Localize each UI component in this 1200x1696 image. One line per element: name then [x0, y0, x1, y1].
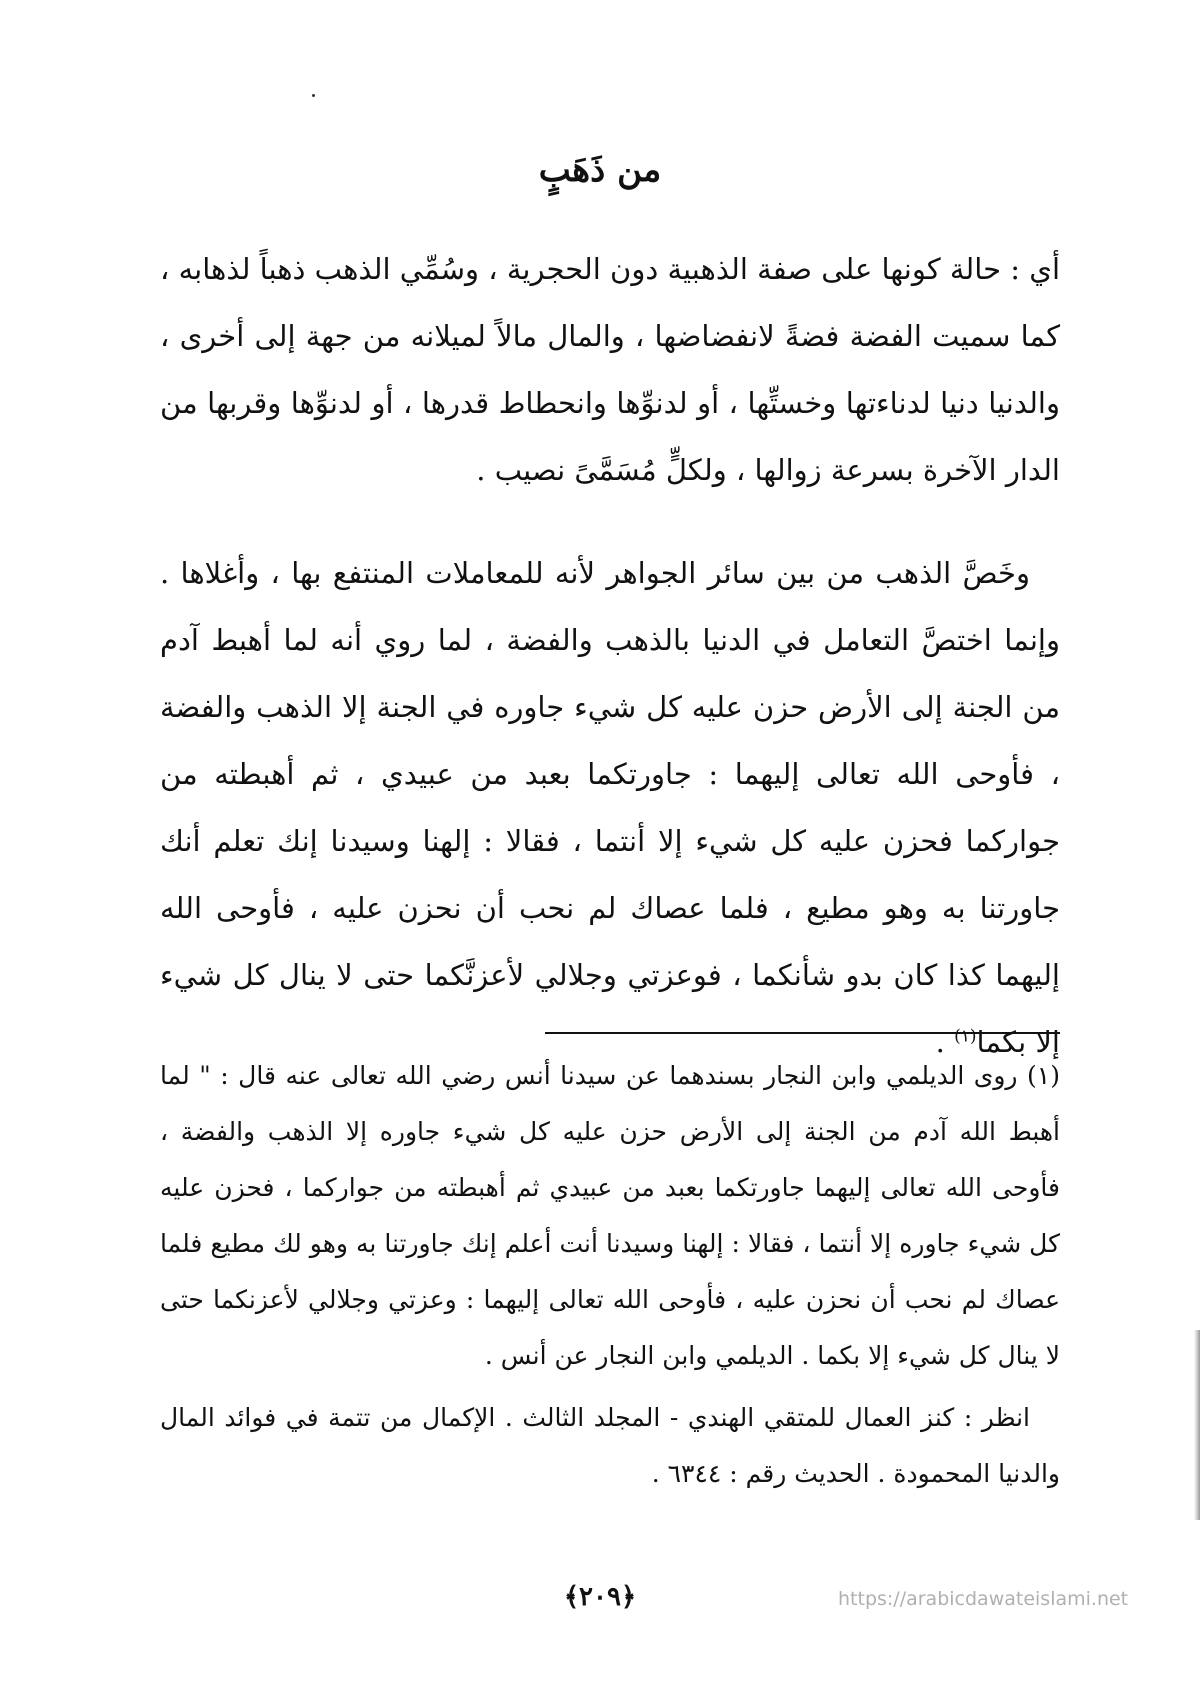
paragraph-2-text: وخَصَّ الذهب من بين سائر الجواهر لأنه للمعاملات المنتفع بها ، وأغلاها . وإنما اختصَّ التعامل في الدنيا بالذهب والفضة ، لما روي أنه لما أهبط آدم من الجنة إلى الأرض حزن عليه كل شيء جاوره في الجنة إلا الذهب والفضة ، فأوحى الله تعالى إليهما : جاورتكما بعبد من عبيدي ، ثم أهبطته من جواركما فحزن عليه كل شيء إلا أنتما ، فقالا : إلهنا وسيدنا إنك تعلم أنك جاورتنا به وهو مطيع ، فلما عصاك لم نحب أن نحزن عليه ، فأوحى الله إليهما كذا كان بدو شأنكما ، فوعزتي وجلالي لأعزنَّكما حتى لا ينال كل شيء إلا بكما: [160, 556, 1060, 1059]
paragraph-1-text: أي : حالة كونها على صفة الذهبية دون الحجرية ، وسُمِّي الذهب ذهباً لذهابه ، كما سميت الفضة فضةً لانفضاضها ، والمال مالاً لميلانه من جهة إلى أخرى ، والدنيا دنيا لدناءتها وخستِّها ، أو لدنوِّها وانحطاط قدرها ، أو لدنوِّها وقربها من الدار الآخرة بسرعة زوالها ، ولكلٍّ مُسَمَّىً نصيب .: [160, 252, 1060, 487]
page-heading: من ذَهَبٍ: [538, 150, 662, 190]
watermark-url: https://arabicdawateislami.net: [838, 1588, 1129, 1610]
footnote-text: (١) روى الديلمي وابن النجار بسندهما عن سيدنا أنس رضي الله تعالى عنه قال : " لما أهبط الله آدم من الجنة إلى الأرض حزن عليه كل شيء جاوره إلا الذهب والفضة ، فأوحى الله تعالى إليهما جاورتكما بعبد من عبيدي ثم أهبطته من جواركما ، فحزن عليه كل شيء جاوره إلا أنتما ، فقالا : إلهنا وسيدنا أنت أعلم إنك جاورتنا به وهو لك مطيع فلما عصاك لم نحب أن نحزن عليه ، فأوحى الله تعالى إليهما : وعزتي وجلالي لأعزنكما حتى لا ينال كل شيء إلا بكما . الديلمي وابن النجار عن أنس .: [160, 1061, 1060, 1370]
paragraph-1: [160, 236, 1060, 504]
footnote: [160, 1048, 1060, 1502]
footnote-reference[interactable]: (١): [954, 1026, 977, 1047]
footnote-divider: [545, 1032, 1060, 1034]
footnote-source: انظر : كنز العمال للمتقي الهندي - المجلد الثالث . الإكمال من تتمة في فوائد المال والدنيا المحمودة . الحديث رقم : ٦٣٤٤ .: [160, 1403, 1060, 1488]
paragraph-2-end: .: [935, 1025, 955, 1059]
scan-edge-shadow: [1194, 1330, 1200, 1520]
paragraph-2: [160, 540, 1060, 1076]
scan-speck: [312, 94, 315, 97]
page-number: ﴿٢٠٩﴾: [563, 1582, 637, 1612]
paragraph-2-body: [160, 540, 1060, 1076]
